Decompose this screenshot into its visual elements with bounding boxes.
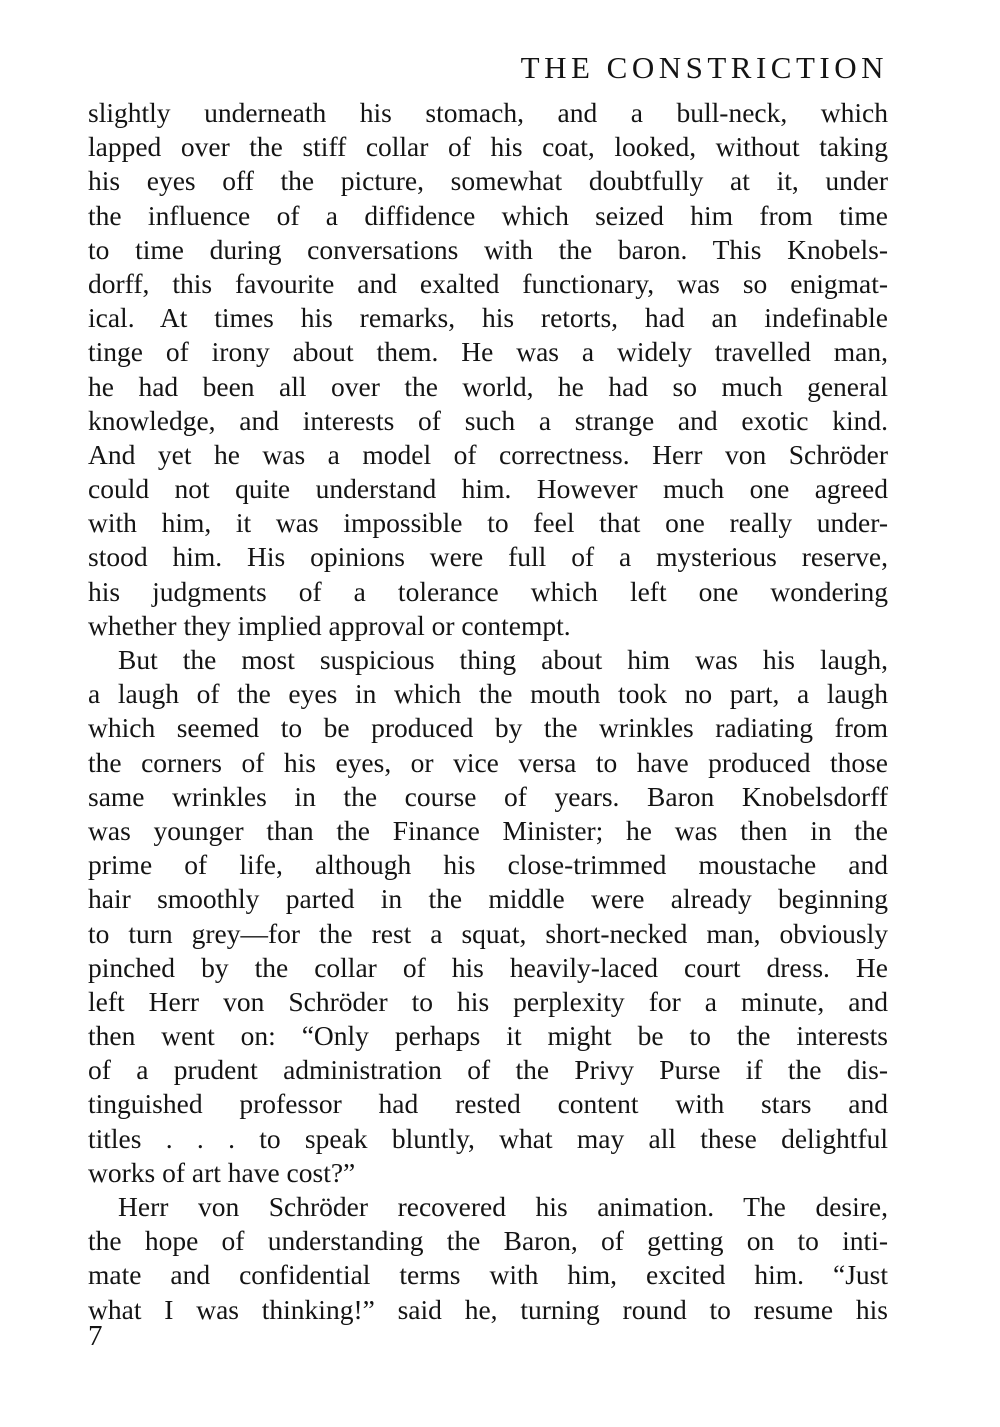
text-line: he had been all over the world, he had so much general [88,370,888,402]
text-line: titles . . . to speak bluntly, what may all these delightful [88,1122,888,1154]
text-line: what I was thinking!” said he, turning round to resume his [88,1293,888,1325]
text-line: to turn grey—for the rest a squat, short-necked man, obviously [88,917,888,949]
text-line: But the most suspicious thing about him was his laugh, [118,644,888,675]
text-line: same wrinkles in the course of years. Baron Knobelsdorff [88,780,888,812]
running-head: THE CONSTRICTION [520,50,888,85]
text-line: pinched by the collar of his heavily-laced court dress. He [88,951,888,983]
text-line: the hope of understanding the Baron, of getting on to inti- [88,1225,888,1257]
text-line: ical. At times his remarks, his retorts, had an indefinable [88,302,888,334]
text-line: was younger than the Finance Minister; he was then in the [88,814,888,846]
text-line: a laugh of the eyes in which the mouth took no part, a laugh [88,678,888,710]
text-line: works of art have cost?” [88,1156,356,1188]
text-line: Herr von Schröder recovered his animation. The desire, [118,1191,888,1222]
text-line: could not quite understand him. However much one agreed [88,473,888,505]
text-line: dorff, this favourite and exalted functionary, was so enigmat- [88,267,888,299]
text-line: lapped over the stiff collar of his coat, looked, without taking [88,131,888,163]
text-line: left Herr von Schröder to his perplexity for a minute, and [88,985,888,1017]
text-line: then went on: “Only perhaps it might be to the interests [88,1020,888,1052]
text-line: hair smoothly parted in the middle were already beginning [88,883,888,915]
text-line: knowledge, and interests of such a strange and exotic kind. [88,404,888,436]
text-line: with him, it was impossible to feel that one really under- [88,507,888,539]
text-line: the influence of a diffidence which seized him from time [88,199,888,231]
text-line: to time during conversations with the baron. This Knobels- [88,233,888,265]
text-line: slightly underneath his stomach, and a bull-neck, which [88,97,888,128]
text-line: the corners of his eyes, or vice versa to have produced those [88,746,888,778]
body-text [88,96,888,1327]
text-line: mate and confidential terms with him, excited him. “Just [88,1259,888,1291]
text-line: prime of life, although his close-trimmed moustache and [88,849,888,881]
text-line: which seemed to be produced by the wrinkles radiating from [88,712,888,744]
text-line: his judgments of a tolerance which left one wondering [88,575,888,607]
text-line: tinguished professor had rested content with stars and [88,1088,888,1120]
text-line: his eyes off the picture, somewhat doubtfully at it, under [88,165,888,197]
text-line: tinge of irony about them. He was a widely travelled man, [88,336,888,368]
text-line: And yet he was a model of correctness. Herr von Schröder [88,438,888,470]
text-line: stood him. His opinions were full of a mysterious reserve, [88,541,888,573]
text-line: of a prudent administration of the Privy Purse if the dis- [88,1054,888,1086]
text-line: whether they implied approval or contempt. [88,609,571,641]
page-number: 7 [88,1320,103,1352]
